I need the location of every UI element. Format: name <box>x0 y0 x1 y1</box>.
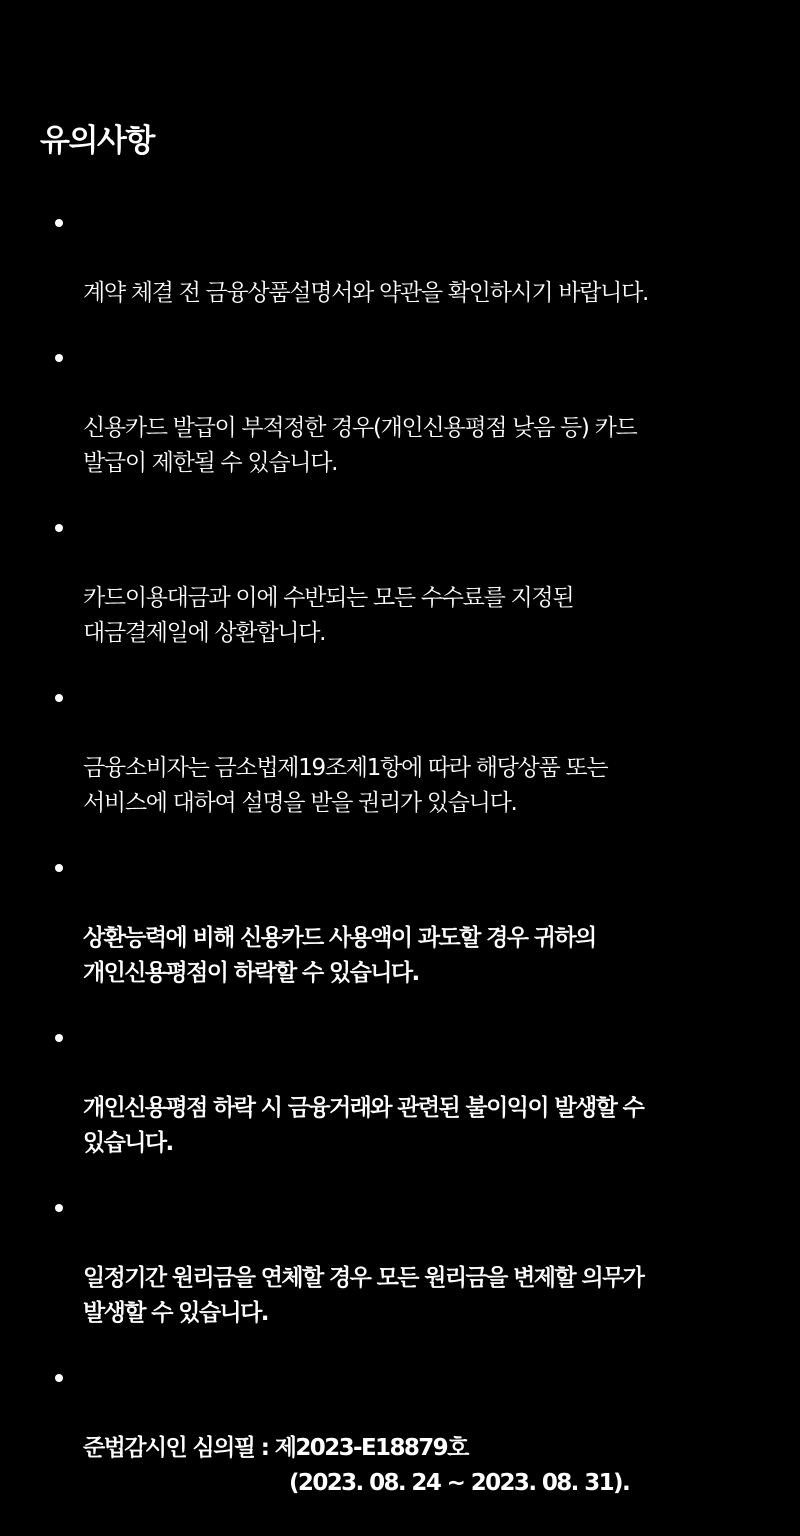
bullet-icon <box>55 354 63 362</box>
notice-item-financial-disadvantage <box>40 1021 760 1161</box>
notice-item-text: 일정기간 원리금을 연체할 경우 모든 원리금을 변제할 의무가 발생할 수 있습니다. <box>83 1265 644 1326</box>
compliance-approval-period: (2023. 08. 24 ~ 2023. 08. 31). <box>289 1470 630 1496</box>
bullet-icon <box>55 524 63 532</box>
notice-item-card-issue-limit <box>40 341 760 481</box>
notice-item-text: 카드이용대금과 이에 수반되는 모든 수수료를 지정된 대금결제일에 상환합니다. <box>83 585 574 646</box>
bullet-icon <box>55 219 63 227</box>
notice-item-text: 개인신용평점 하락 시 금융거래와 관련된 불이익이 발생할 수 있습니다. <box>83 1095 644 1156</box>
notice-item-text: 계약 체결 전 금융상품설명서와 약관을 확인하시기 바랍니다. <box>83 280 649 306</box>
notice-item-text: 상환능력에 비해 신용카드 사용액이 과도할 경우 귀하의 개인신용평점이 하락할 수 있습니다. <box>83 925 596 986</box>
notice-item-terms-check <box>40 206 760 311</box>
notice-item-text: 신용카드 발급이 부적정한 경우(개인신용평점 낮음 등) 카드 발급이 제한될 수 있습니다. <box>83 415 637 476</box>
bullet-icon <box>55 1374 63 1382</box>
bullet-icon <box>55 1204 63 1212</box>
bullet-icon <box>55 1034 63 1042</box>
compliance-approval-number: 준법감시인 심의필 : 제2023-E18879호 <box>83 1435 468 1461</box>
notice-title: 유의사항 <box>40 123 154 159</box>
bullet-icon <box>55 864 63 872</box>
notice-item-text: 금융소비자는 금소법제19조제1항에 따라 해당상품 또는 서비스에 대하여 설명을 받을 권리가 있습니다. <box>83 755 608 816</box>
notice-item-overdue-obligation <box>40 1191 760 1331</box>
notice-item-consumer-rights <box>40 681 760 821</box>
notice-item-payment <box>40 511 760 651</box>
bullet-icon <box>55 694 63 702</box>
notice-list <box>40 206 760 1536</box>
notice-item-credit-score-drop <box>40 851 760 991</box>
notice-item-compliance-approval <box>40 1361 760 1536</box>
